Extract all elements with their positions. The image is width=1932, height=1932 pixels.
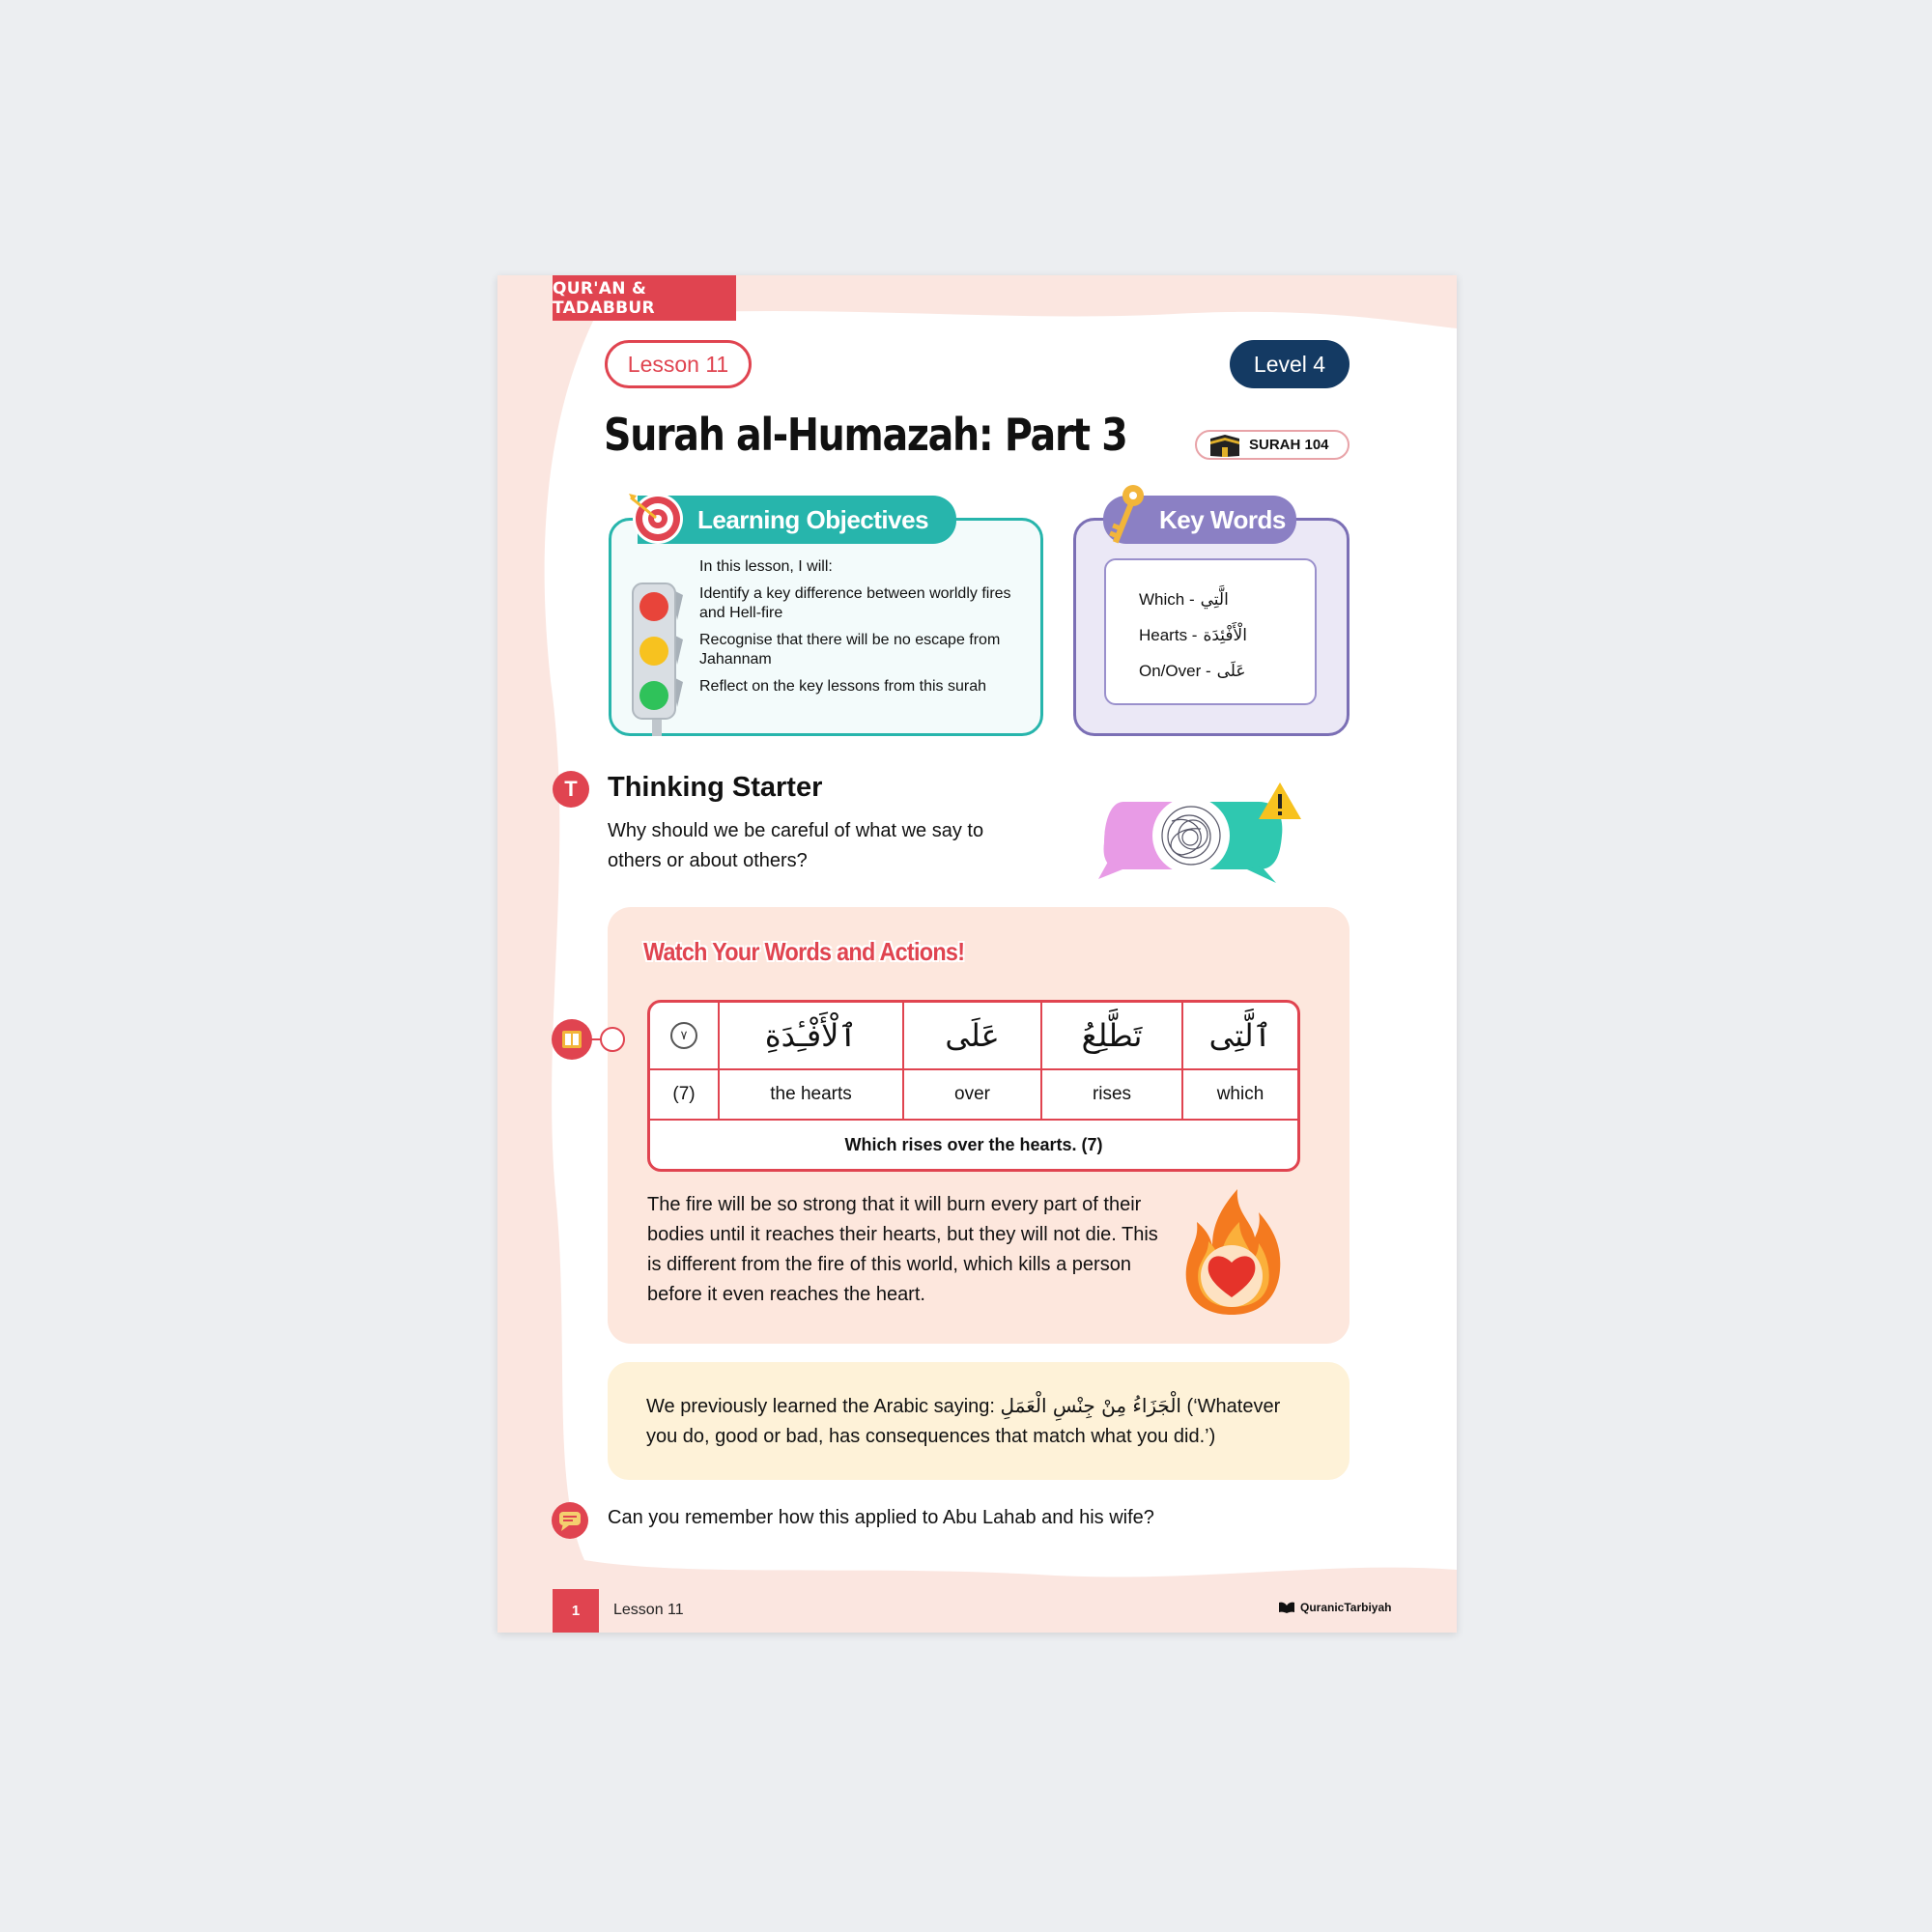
ayah-word-table bbox=[647, 1000, 1300, 1172]
ayah-ref-cell: (7) bbox=[650, 1070, 720, 1119]
key-word-item bbox=[1139, 617, 1315, 653]
remember-question: Can you remember how this applied to Abu Lahab and his wife? bbox=[608, 1507, 1154, 1528]
key-word-english: Hearts - bbox=[1139, 625, 1198, 644]
arabic-word-cell: ٱلْأَفْـِٔدَةِ bbox=[720, 1003, 904, 1068]
key-word-arabic: عَلَى bbox=[1216, 661, 1246, 681]
previous-prefix: We previously learned the Arabic saying: bbox=[646, 1396, 995, 1417]
traffic-light-icon bbox=[629, 582, 687, 736]
arabic-row bbox=[650, 1003, 1297, 1070]
english-word-cell: rises bbox=[1042, 1070, 1183, 1119]
objective-item: Identify a key difference between worldly fires and Hell-fire bbox=[699, 585, 1011, 621]
book-icon bbox=[552, 1019, 592, 1060]
previous-suffix: (‘Whatever you do, good or bad, has consequences that match what you did.’) bbox=[646, 1396, 1281, 1447]
brand-logo-icon bbox=[1278, 1601, 1295, 1614]
arabic-word-cell: عَلَى bbox=[904, 1003, 1042, 1068]
connector-ring bbox=[600, 1027, 625, 1052]
chat-icon bbox=[552, 1502, 588, 1539]
key-word-arabic: الْأَفْئِدَة bbox=[1203, 625, 1247, 645]
key-words-header: Key Words bbox=[1103, 496, 1296, 544]
fire-heart-icon bbox=[1174, 1183, 1290, 1319]
kaaba-icon bbox=[1208, 433, 1241, 458]
english-word-cell: over bbox=[904, 1070, 1042, 1119]
page-title: Surah al-Humazah: Part 3 bbox=[604, 409, 1127, 461]
fire-explanation: The fire will be so strong that it will burn every part of their bodies until it reaches their hearts, but they will not die. This is different from the fire of this world, which kills a person before it even reaches the heart. bbox=[647, 1194, 1158, 1305]
ayah-translation: Which rises over the hearts. (7) bbox=[844, 1134, 1103, 1154]
arabic-word-cell: ٱلَّتِى bbox=[1208, 1017, 1272, 1054]
surah-badge-label: SURAH 104 bbox=[1249, 437, 1329, 453]
key-words-list bbox=[1104, 558, 1317, 705]
arabic-word-cell: تَطَّلِعُ bbox=[1042, 1003, 1183, 1068]
key-word-english: Which - bbox=[1139, 589, 1195, 609]
thinking-starter-question: Why should we be careful of what we say to others or about others? bbox=[608, 820, 984, 871]
thinking-starter-icon: T bbox=[553, 771, 589, 808]
subject-tab: QUR'AN & TADABBUR bbox=[553, 275, 736, 321]
page-number: 1 bbox=[553, 1589, 599, 1633]
english-word-cell: which bbox=[1216, 1084, 1264, 1104]
key-word-arabic: الَّتِي bbox=[1200, 589, 1229, 610]
previous-arabic-saying: الْجَزَاءُ مِنْ جِنْسِ الْعَمَلِ bbox=[1000, 1394, 1181, 1417]
key-word-item bbox=[1139, 653, 1315, 689]
target-icon bbox=[627, 490, 685, 548]
key-word-item bbox=[1139, 582, 1315, 617]
objectives-intro: In this lesson, I will: bbox=[699, 558, 833, 575]
key-icon bbox=[1096, 482, 1151, 552]
learning-objectives-header: Learning Objectives bbox=[638, 496, 956, 544]
objective-item: Recognise that there will be no escape from Jahannam bbox=[699, 632, 1001, 668]
thinking-starter-title: Thinking Starter bbox=[608, 772, 823, 803]
surah-badge bbox=[1195, 430, 1350, 460]
lesson-pill: Lesson 11 bbox=[605, 340, 752, 388]
footer-lesson: Lesson 11 bbox=[613, 1602, 684, 1618]
ayah-number-marker: ٧ bbox=[670, 1022, 697, 1049]
english-word-cell: the hearts bbox=[720, 1070, 904, 1119]
speech-bubble-icon bbox=[1094, 782, 1302, 884]
level-pill: Level 4 bbox=[1230, 340, 1350, 388]
english-row bbox=[650, 1070, 1297, 1121]
brand bbox=[1278, 1601, 1391, 1614]
watch-words-title: Watch Your Words and Actions! bbox=[643, 937, 965, 966]
previous-learning-box bbox=[608, 1362, 1350, 1480]
ayah-marker-cell bbox=[650, 1003, 720, 1068]
key-word-english: On/Over - bbox=[1139, 661, 1211, 680]
brand-name: QuranicTarbiyah bbox=[1300, 1601, 1392, 1614]
worksheet-page bbox=[497, 275, 1457, 1633]
objective-item: Reflect on the key lessons from this surah bbox=[699, 678, 987, 695]
objectives-text bbox=[699, 557, 1028, 704]
